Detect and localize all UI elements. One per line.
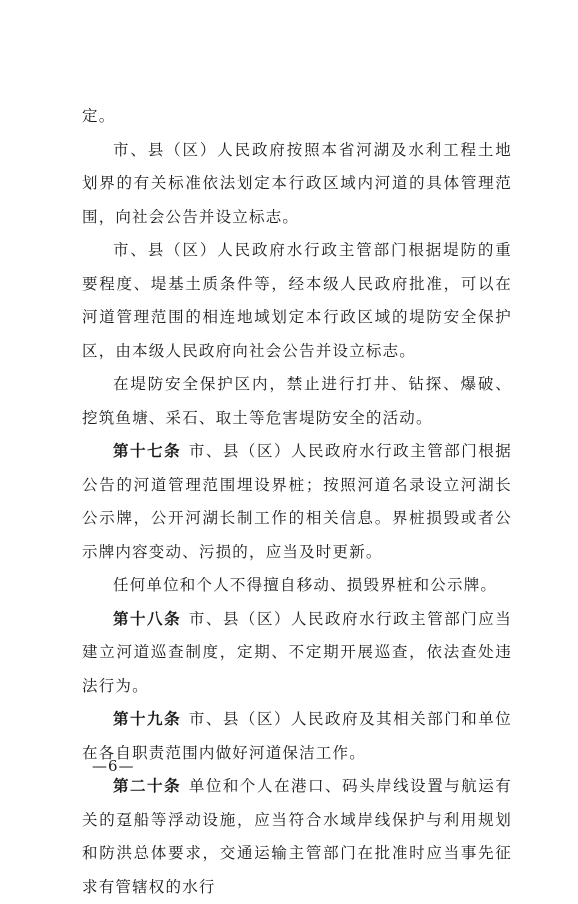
article-paragraph xyxy=(82,770,512,904)
article-paragraph xyxy=(82,435,512,569)
article-paragraph xyxy=(82,603,512,704)
article-number: 第十九条 xyxy=(113,710,182,728)
paragraph-text: 市、县（区）人民政府及其相关部门和单位在各自职责范围内做好河道保洁工作。 xyxy=(82,710,512,762)
article-paragraph xyxy=(82,703,512,770)
paragraph xyxy=(82,134,512,235)
paragraph xyxy=(82,100,512,134)
paragraph xyxy=(82,234,512,368)
paragraph-text: 市、县（区）人民政府水行政主管部门应当建立河道巡查制度，定期、不定期开展巡查，依法查处违法行为。 xyxy=(82,609,512,695)
article-number: 第二十条 xyxy=(113,777,182,795)
paragraph xyxy=(82,569,512,603)
document-body xyxy=(82,100,512,904)
article-number: 第十七条 xyxy=(113,442,182,460)
paragraph-text: 任何单位和个人不得擅自移动、损毁界桩和公示牌。 xyxy=(113,576,498,594)
article-number: 第十八条 xyxy=(113,609,182,628)
paragraph-text: 在堤防安全保护区内，禁止进行打井、钻探、爆破、挖筑鱼塘、采石、取土等危害堤防安全的活动。 xyxy=(82,375,512,427)
paragraph-text: 市、县（区）人民政府水行政主管部门根据堤防的重要程度、堤基土质条件等，经本级人民政府批准，可以在河道管理范围的相连地域划定本行政区域的堤防安全保护区，由本级人民政府向社会公告并设立标志。 xyxy=(82,241,512,360)
paragraph-text: 市、县（区）人民政府按照本省河湖及水利工程土地划界的有关标准依法划定本行政区域内河道的具体管理范围，向社会公告并设立标志。 xyxy=(82,140,512,226)
page-number: —6— xyxy=(92,757,135,775)
paragraph-text: 单位和个人在港口、码头岸线设置与航运有关的趸船等浮动设施，应当符合水域岸线保护与利用规划和防洪总体要求，交通运输主管部门在批准时应当事先征求有管辖权的水行 xyxy=(82,777,512,896)
paragraph xyxy=(82,368,512,435)
paragraph-text: 市、县（区）人民政府水行政主管部门根据公告的河道管理范围埋设界桩；按照河道名录设立河湖长公示牌，公开河湖长制工作的相关信息。界桩损毁或者公示牌内容变动、污损的，应当及时更新。 xyxy=(82,442,512,561)
paragraph-text: 定。 xyxy=(82,107,116,125)
